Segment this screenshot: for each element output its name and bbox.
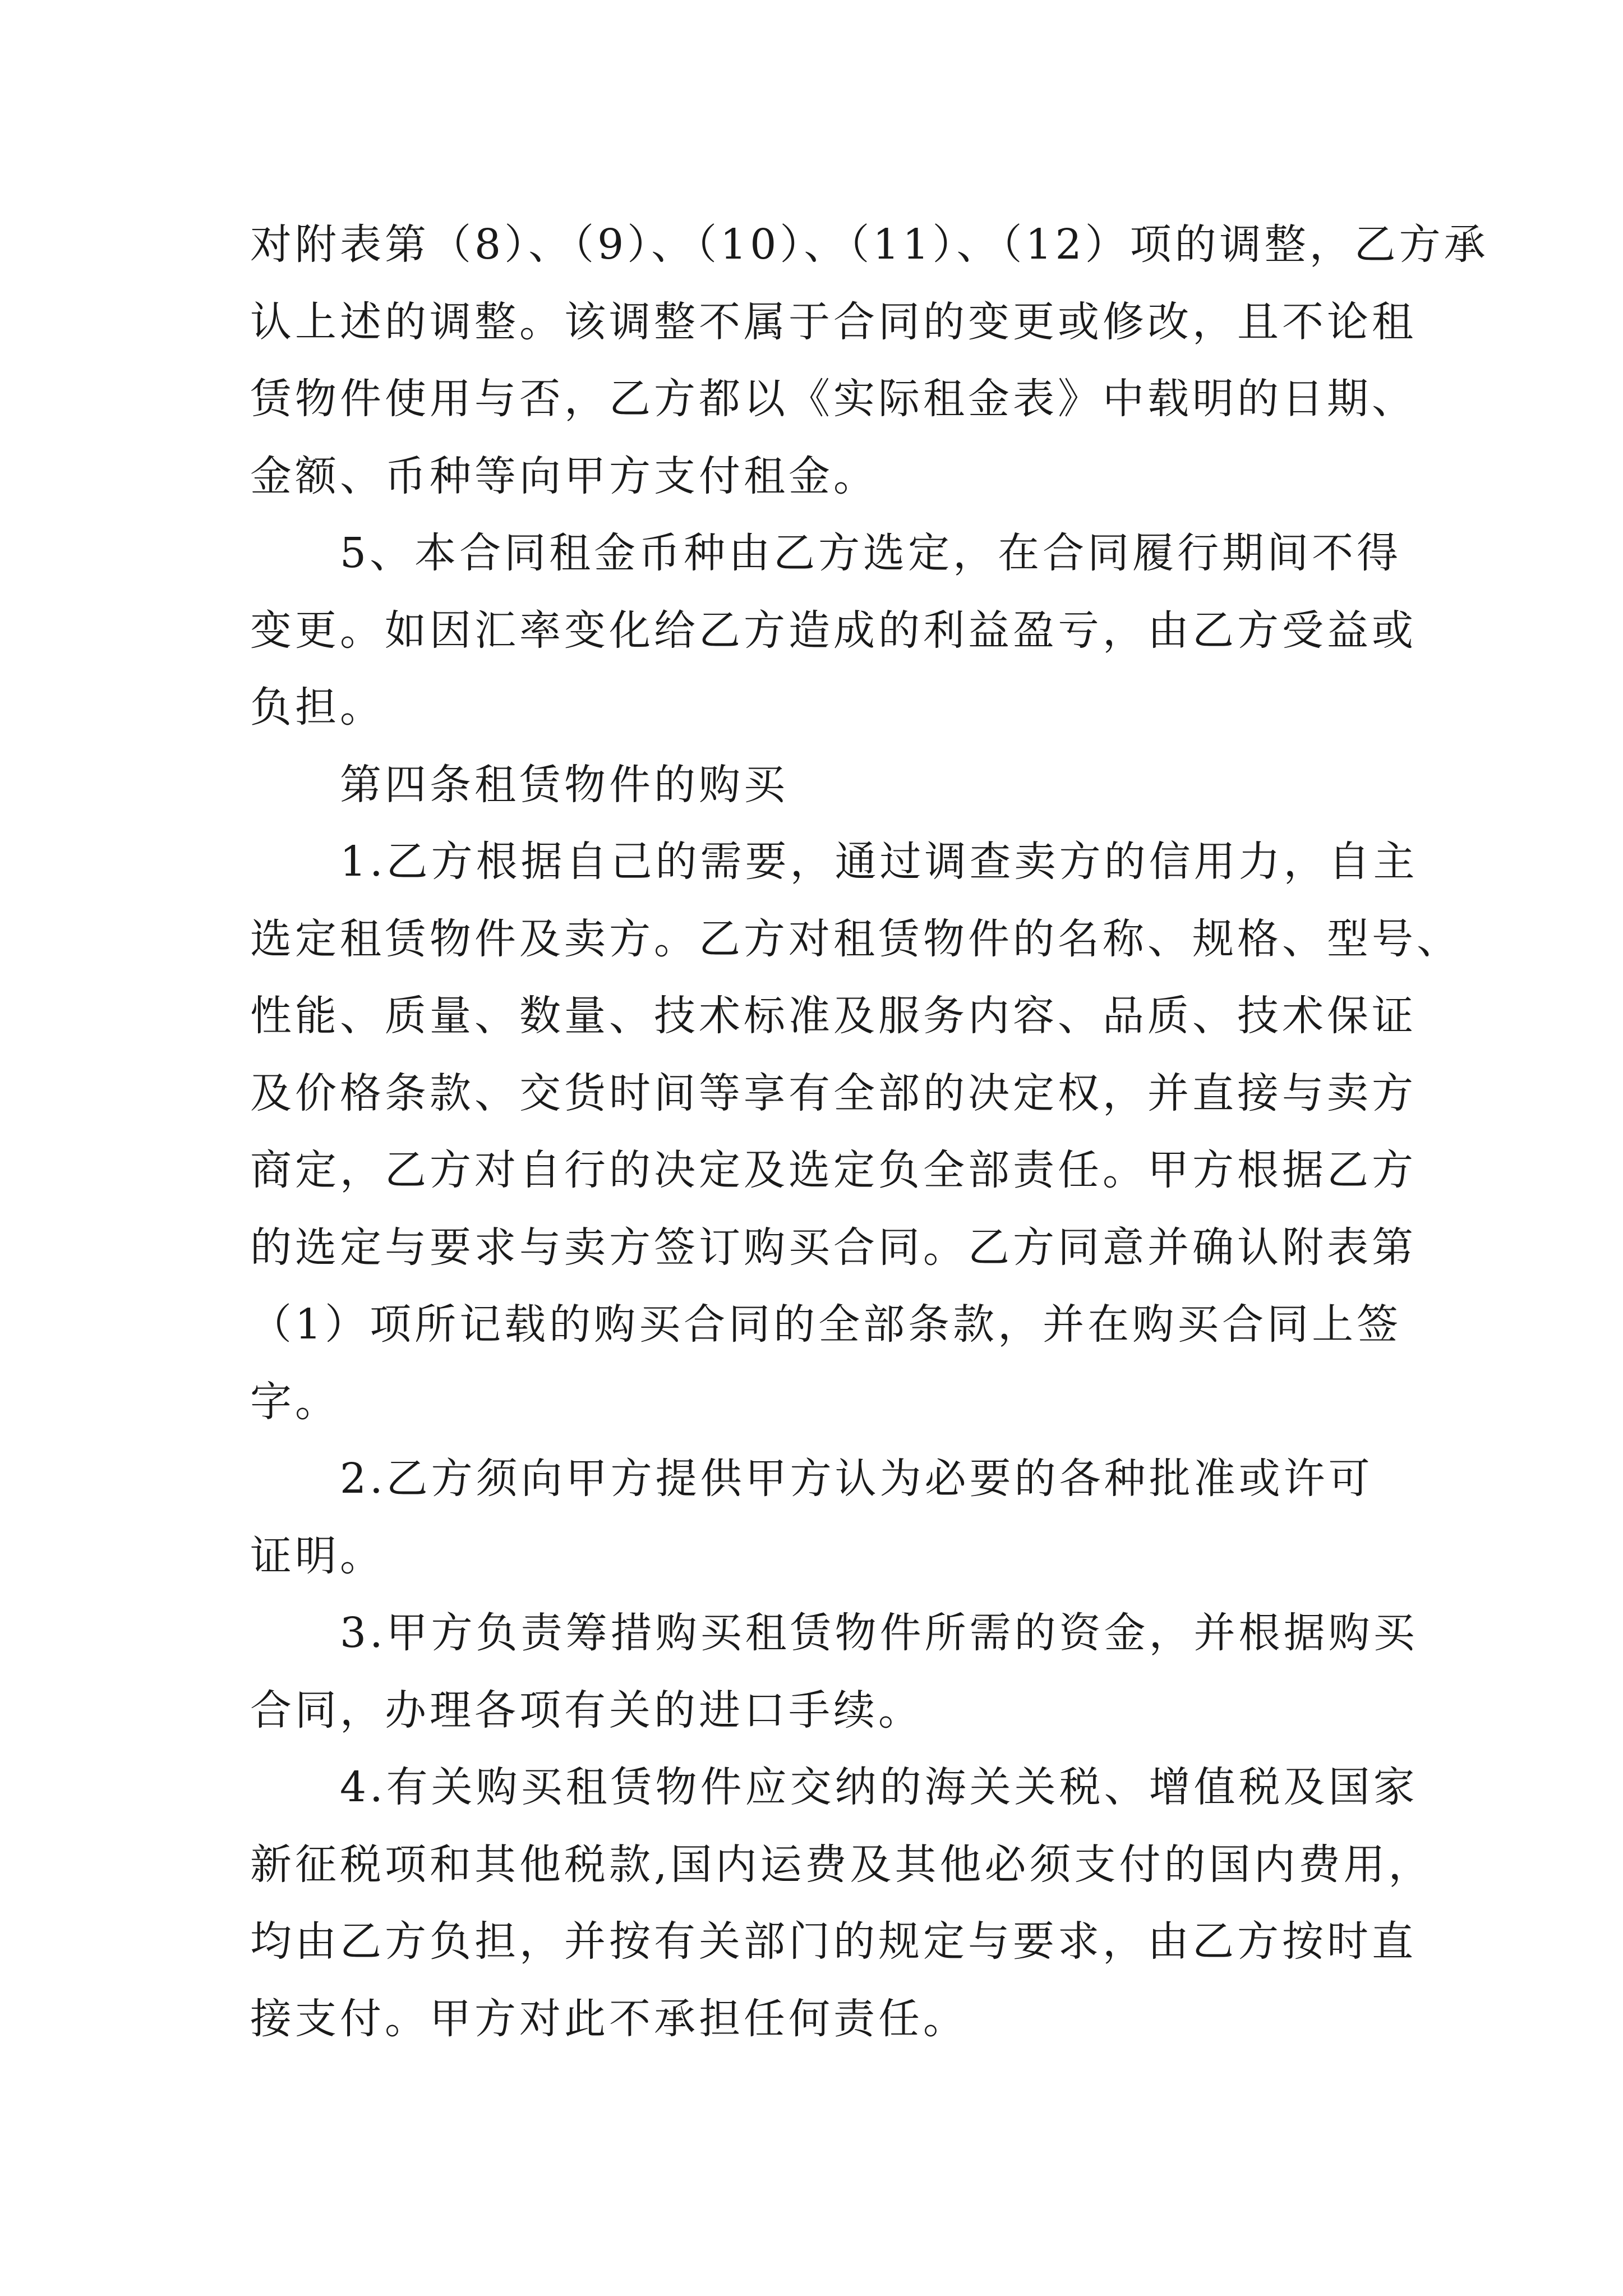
text-line-9: 1.乙方根据自己的需要，通过调查卖方的信用力，自主 xyxy=(250,838,1418,886)
text-line-10: 选定租赁物件及卖方。乙方对租赁物件的名称、规格、型号、 xyxy=(250,914,1461,963)
contract-text xyxy=(250,206,1489,2058)
text-line-22: 新征税项和其他税款,国内运费及其他必须支付的国内费用， xyxy=(250,1840,1433,1889)
section-heading-article-4: 第四条租赁物件的购买 xyxy=(250,760,789,809)
text-line-18: 证明。 xyxy=(250,1531,385,1580)
text-line-21: 4.有关购买租赁物件应交纳的海关关税、增值税及国家 xyxy=(250,1763,1418,1811)
text-line-15: （1）项所记载的购买合同的全部条款，并在购买合同上签 xyxy=(250,1300,1402,1349)
text-line-5: 5、本合同租金币种由乙方选定，在合同履行期间不得 xyxy=(250,529,1402,577)
text-line-13: 商定，乙方对自行的决定及选定负全部责任。甲方根据乙方 xyxy=(250,1146,1417,1194)
text-line-24: 接支付。甲方对此不承担任何责任。 xyxy=(250,1994,968,2043)
text-line-11: 性能、质量、数量、技术标准及服务内容、品质、技术保证 xyxy=(250,992,1417,1040)
text-line-20: 合同，办理各项有关的进口手续。 xyxy=(250,1686,923,1734)
text-line-17: 2.乙方须向甲方提供甲方认为必要的各种批准或许可 xyxy=(250,1455,1373,1503)
text-line-3: 赁物件使用与否，乙方都以《实际租金表》中载明的日期、 xyxy=(250,375,1417,423)
text-line-2: 认上述的调整。该调整不属于合同的变更或修改，且不论租 xyxy=(250,297,1417,346)
text-line-6: 变更。如因汇率变化给乙方造成的利益盈亏，由乙方受益或 xyxy=(250,606,1417,655)
text-line-23: 均由乙方负担，并按有关部门的规定与要求，由乙方按时直 xyxy=(250,1917,1417,1966)
text-line-7: 负担。 xyxy=(250,683,385,731)
text-line-4: 金额、币种等向甲方支付租金。 xyxy=(250,452,878,500)
text-line-16: 字。 xyxy=(250,1377,340,1426)
text-line-19: 3.甲方负责筹措购买租赁物件所需的资金，并根据购买 xyxy=(250,1609,1418,1657)
text-line-14: 的选定与要求与卖方签订购买合同。乙方同意并确认附表第 xyxy=(250,1223,1417,1272)
text-line-1: 对附表第（8）、（9）、（10）、（11）、（12）项的调整，乙方承 xyxy=(250,220,1489,269)
text-line-12: 及价格条款、交货时间等享有全部的决定权，并直接与卖方 xyxy=(250,1069,1417,1117)
